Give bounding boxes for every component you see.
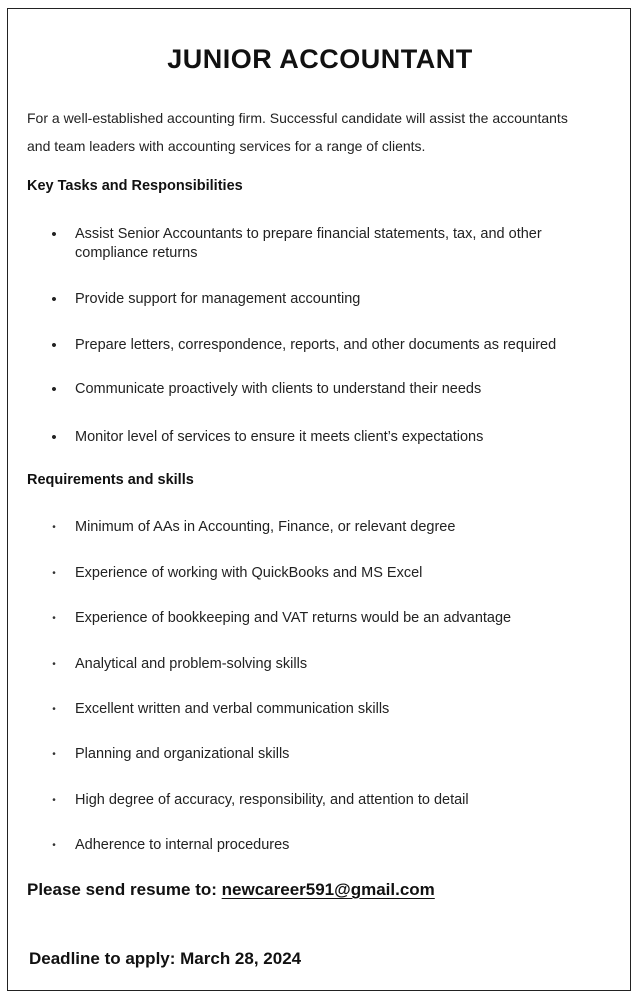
requirement-item xyxy=(47,609,617,628)
page-title: JUNIOR ACCOUNTANT xyxy=(167,44,473,74)
requirement-item xyxy=(47,655,617,674)
bullet-icon: • xyxy=(52,704,56,715)
task-item xyxy=(47,225,617,263)
tasks-heading: Key Tasks and Responsibilities xyxy=(27,178,243,194)
intro-line: and team leaders with accounting services for a range of clients. xyxy=(27,138,426,154)
requirement-text: Adherence to internal procedures xyxy=(75,837,290,853)
requirement-item xyxy=(47,791,617,810)
contact-line xyxy=(27,880,435,900)
task-text: Assist Senior Accountants to prepare financial statements, tax, and other xyxy=(75,226,542,242)
task-text: Provide support for management accounting xyxy=(75,291,361,307)
deadline-text: Deadline to apply: March 28, 2024 xyxy=(29,949,302,968)
bullet-icon: • xyxy=(52,795,56,806)
task-text: Prepare letters, correspondence, reports, and other documents as required xyxy=(75,337,557,353)
requirement-item xyxy=(47,518,617,537)
task-item xyxy=(47,336,617,355)
bullet-icon: • xyxy=(52,613,56,624)
bullet-icon: • xyxy=(51,381,57,398)
requirement-item xyxy=(47,700,617,719)
contact-label: Please send resume to: xyxy=(27,880,217,899)
requirement-text: Experience of working with QuickBooks and MS Excel xyxy=(75,565,423,581)
bullet-icon: • xyxy=(51,226,57,243)
bullet-icon: • xyxy=(51,291,57,308)
task-item xyxy=(47,428,617,447)
bullet-icon: • xyxy=(52,840,56,851)
task-text: Communicate proactively with clients to understand their needs xyxy=(75,381,482,397)
task-item xyxy=(47,290,617,309)
task-text: Monitor level of services to ensure it meets client’s expectations xyxy=(75,429,484,445)
task-item xyxy=(47,380,617,399)
requirements-heading: Requirements and skills xyxy=(27,472,194,488)
requirement-item xyxy=(47,836,617,855)
requirement-text: Analytical and problem-solving skills xyxy=(75,656,308,672)
bullet-icon: • xyxy=(52,568,56,579)
email-link[interactable]: newcareer591@gmail.com xyxy=(221,880,435,899)
requirement-text: Experience of bookkeeping and VAT returns would be an advantage xyxy=(75,610,512,626)
bullet-icon: • xyxy=(51,337,57,354)
bullet-icon: • xyxy=(52,749,56,760)
bullet-icon: • xyxy=(51,429,57,446)
requirement-text: Planning and organizational skills xyxy=(75,746,290,762)
bullet-icon: • xyxy=(52,659,56,670)
intro-paragraph xyxy=(27,104,617,160)
intro-line: For a well-established accounting firm. Successful candidate will assist the accountants xyxy=(27,110,568,126)
requirement-item xyxy=(47,745,617,764)
bullet-icon: • xyxy=(52,522,56,533)
task-text-continued: compliance returns xyxy=(75,245,198,261)
requirement-text: Minimum of AAs in Accounting, Finance, or relevant degree xyxy=(75,519,456,535)
requirement-text: Excellent written and verbal communication skills xyxy=(75,701,390,717)
requirement-text: High degree of accuracy, responsibility, and attention to detail xyxy=(75,792,469,808)
requirement-item xyxy=(47,564,617,583)
